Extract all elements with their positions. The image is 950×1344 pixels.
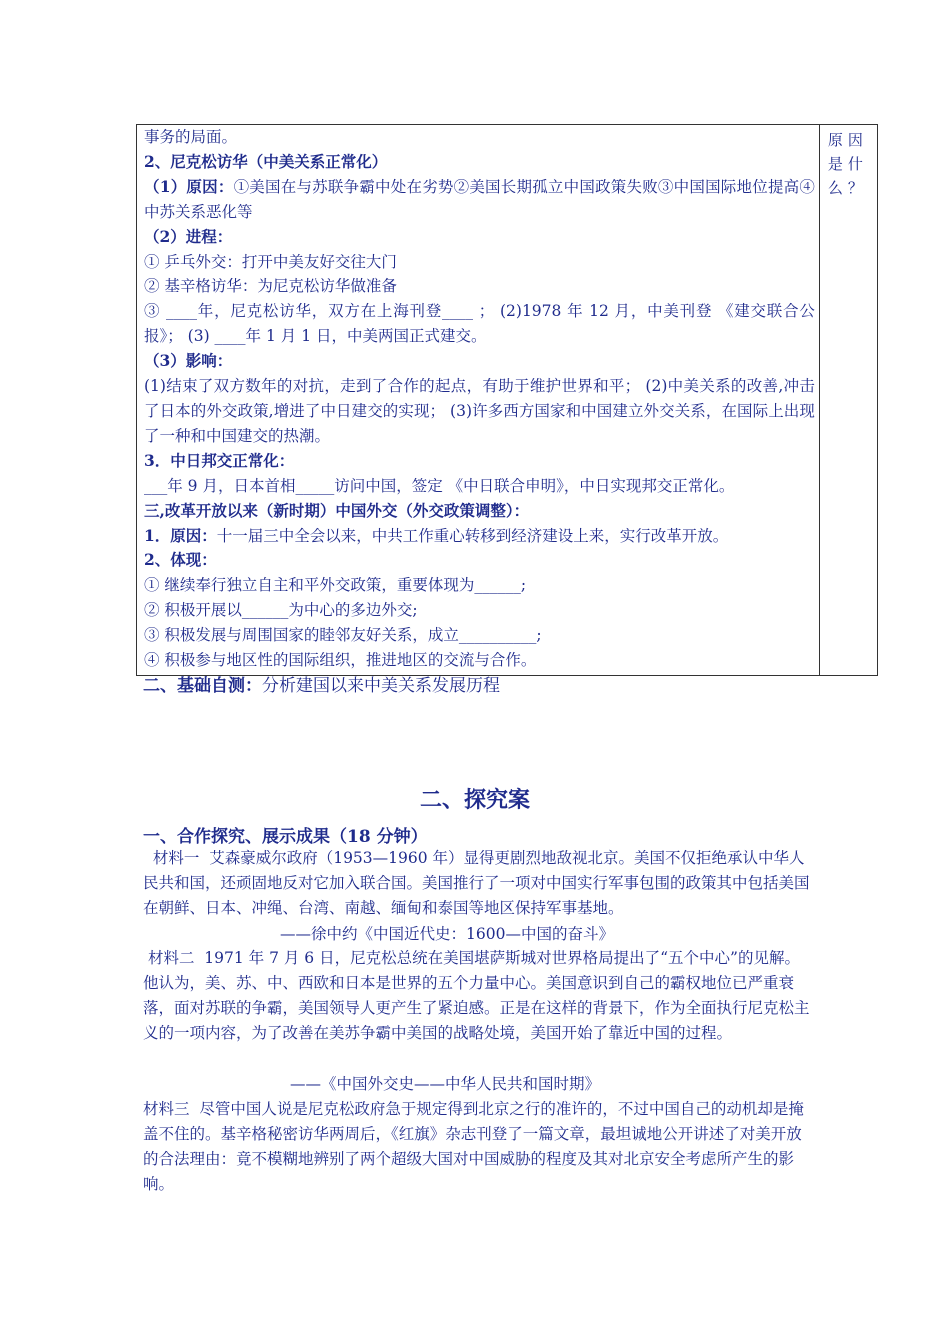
notes-heading: 3．中日邦交正常化： <box>144 450 295 470</box>
notes-line: ① 继续奉行独立自主和平外交政策，重要体现为______; <box>144 576 527 595</box>
study-table <box>136 124 878 676</box>
notes-lead-label: 1．原因： <box>144 525 217 545</box>
subheading: 一、合作探究、展示成果（18 分钟） <box>143 827 428 847</box>
notes-line: ② 积极开展以______为中心的多边外交; <box>144 601 418 620</box>
notes-line: ④ 积极参与地区性的国际组织，推进地区的交流与合作。 <box>144 651 537 670</box>
notes-line: ③ ____年，尼克松访华，双方在上海刊登____ ； (2)1978 年 12 月，中美刊登 《建交联合公报》； (3) ____年 1 月 1 日，中美两国正式建交。 <box>144 302 815 346</box>
self-test-label: 二、基础自测： <box>143 676 262 696</box>
notes-heading: （3）影响： <box>144 351 233 371</box>
section-title: 二、探究案 <box>419 787 530 813</box>
notes-line: （1）原因：①美国在与苏联争霸中处在劣势②美国长期孤立中国政策失败③中国国际地位提高④中苏关系恶化等 <box>144 176 815 221</box>
material-one: 材料一 艾森豪威尔政府（1953—1960 年）显得更剧烈地敌视北京。美国不仅拒绝承认中华人民共和国，还顽固地反对它加入联合国。美国推行了一项对中国实行军事包围的政策其中包括美国在朝鲜、日本、冲绳、台湾、南越、缅甸和泰国等地区保持军事基地。 <box>143 849 810 917</box>
notes-line: (1)结束了双方数年的对抗，走到了合作的起点，有助于维护世界和平； (2)中美关系的改善,冲击了日本的外交政策,增进了中日建交的实现； (3)许多西方国家和中国建立外交关系，在国际上出现了一种和中国建交的热潮。 <box>144 377 815 445</box>
notes-heading: 2、体现： <box>144 550 217 570</box>
notes-heading: （2）进程： <box>144 226 233 246</box>
notes-line: ① 乒乓外交：打开中美友好交往大门 <box>144 252 397 271</box>
notes-line: ② 基辛格访华：为尼克松访华做准备 <box>144 277 397 296</box>
material-two: 材料二 1971 年 7 月 6 日，尼克松总统在美国堪萨斯城对世界格局提出了“五个中心”的见解。他认为，美、苏、中、西欧和日本是世界的五个力量中心。美国意识到自己的霸权地位已严重衰落，面对苏联的争霸，美国领导人更产生了紧迫感。正是在这样的背景下，作为全面执行尼克松主义的一项内容，为了改善在美苏争霸中美国的战略处境，美国开始了靠近中国的过程。 <box>143 949 810 1042</box>
notes-line: ③ 积极发展与周围国家的睦邻友好关系，成立__________; <box>144 626 542 645</box>
side-question: 原因是什么？ <box>827 131 868 197</box>
notes-heading: 三,改革开放以来（新时期）中国外交（外交政策调整）： <box>144 500 530 520</box>
self-test-text: 分析建国以来中美关系发展历程 <box>262 676 500 696</box>
notes-lead-label: （1）原因： <box>144 176 234 196</box>
material-two-source: ——《中国外交史——中华人民共和国时期》 <box>290 1075 601 1093</box>
material-three: 材料三 尽管中国人说是尼克松政府急于规定得到北京之行的准许的，不过中国自己的动机却是掩盖不住的。基辛格秘密访华两周后，《红旗》杂志刊登了一篇文章，最坦诚地公开讲述了对美开放的合法理由：竟不模糊地辨别了两个超级大国对中国威胁的程度及其对北京安全考虑所产生的影响。 <box>143 1100 804 1193</box>
notes-line: 1．原因：十一届三中全会以来，中共工作重心转移到经济建设上来，实行改革开放。 <box>144 525 729 545</box>
study-notes-cell <box>137 125 820 676</box>
side-question-cell <box>819 125 877 676</box>
notes-line: ___年 9 月，日本首相_____访问中国，签定 《中日联合申明》，中日实现邦交正常化。 <box>144 476 735 495</box>
notes-heading: 2、尼克松访华（中美关系正常化） <box>144 151 388 171</box>
notes-line: 事务的局面。 <box>144 128 238 146</box>
material-one-source: ——徐中约《中国近代史：1600—中国的奋斗》 <box>280 925 614 943</box>
self-test-line <box>143 673 500 699</box>
